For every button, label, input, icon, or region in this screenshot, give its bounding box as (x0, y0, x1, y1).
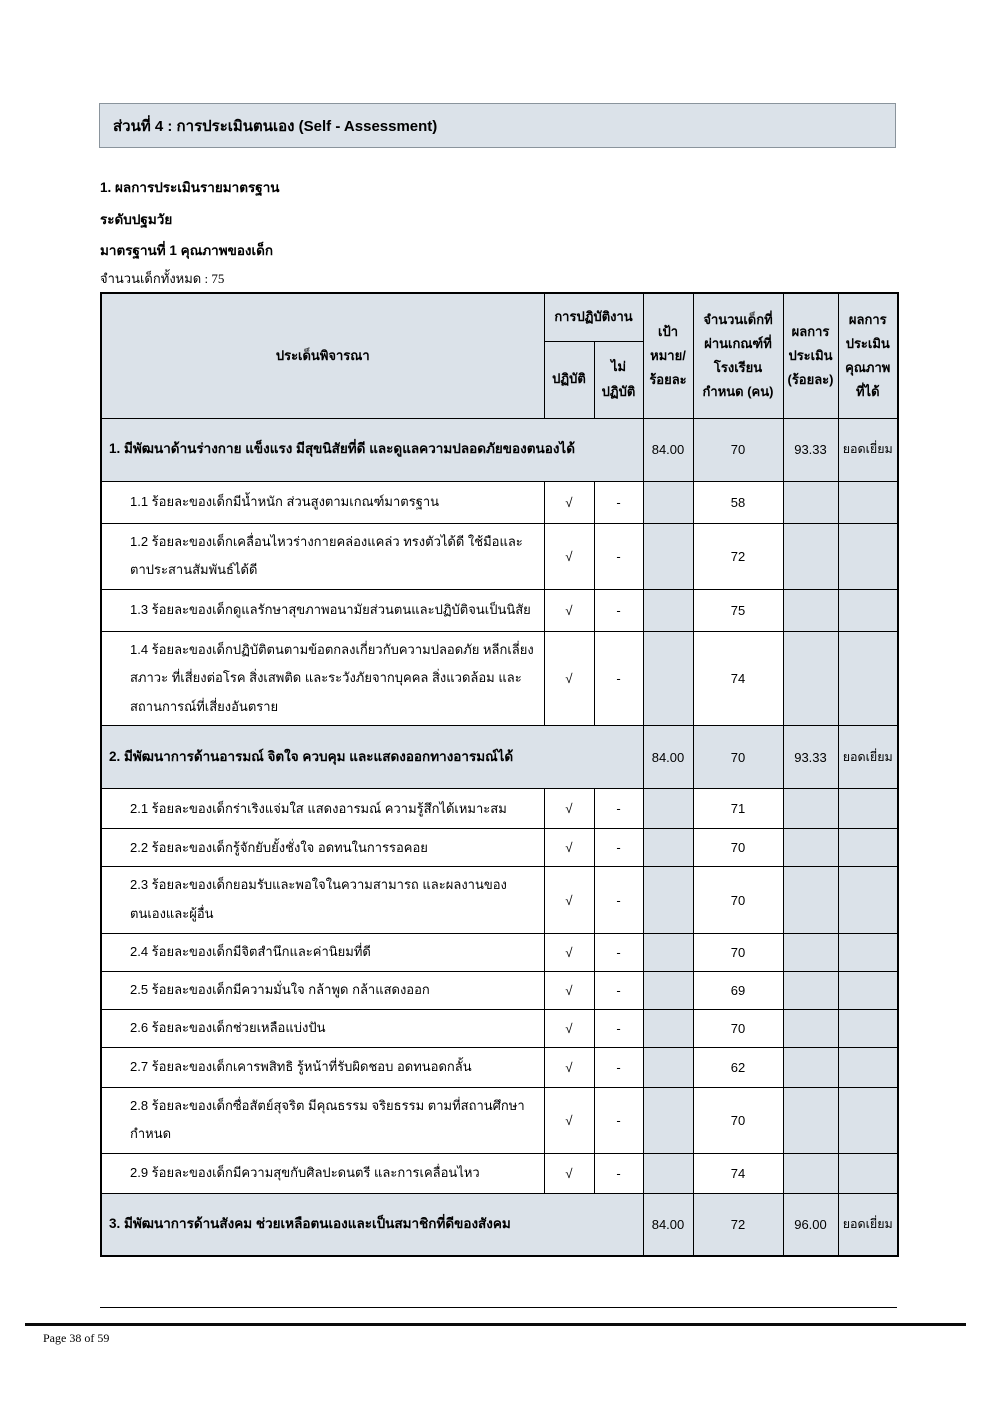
result-heading: 1. ผลการประเมินรายมาตรฐาน (100, 180, 280, 195)
passed-count: 69 (693, 971, 783, 1009)
practiced-check-mark: √ (544, 829, 594, 867)
section-title-banner (99, 103, 896, 148)
not-practiced-mark: - (594, 971, 643, 1009)
result-cell (783, 1047, 838, 1087)
not-practiced-mark: - (594, 523, 643, 589)
item-row-2-2 (101, 829, 898, 867)
passed-count: 70 (693, 829, 783, 867)
quality-cell (838, 933, 898, 971)
item-row-2-7 (101, 1047, 898, 1087)
not-practiced-mark: - (594, 1047, 643, 1087)
item-text: 2.9 ร้อยละของเด็กมีความสุขกับศิลปะดนตรี และการเคลื่อนไหว (101, 1153, 544, 1193)
passed-count: 72 (693, 523, 783, 589)
section-title: ส่วนที่ 4 : การประเมินตนเอง (Self - Assessment) (113, 117, 438, 135)
target-cell (643, 1047, 693, 1087)
passed-count: 70 (693, 418, 783, 481)
item-text: 1.3 ร้อยละของเด็กดูแลรักษาสุขภาพอนามัยส่วนตนและปฏิบัติจนเป็นนิสัย (101, 589, 544, 631)
item-row-2-6 (101, 1009, 898, 1047)
result-cell (783, 1153, 838, 1193)
result-cell (783, 1087, 838, 1153)
quality-cell (838, 971, 898, 1009)
passed-count: 71 (693, 789, 783, 829)
target-cell (643, 933, 693, 971)
table-header-row-1 (101, 293, 898, 341)
quality-cell (838, 589, 898, 631)
quality-cell (838, 789, 898, 829)
quality-cell (838, 867, 898, 933)
quality-grade: ยอดเยี่ยม (838, 726, 898, 789)
target-cell (643, 1009, 693, 1047)
passed-count: 74 (693, 631, 783, 726)
result-cell (783, 589, 838, 631)
target-value: 84.00 (643, 726, 693, 789)
item-text: 2.8 ร้อยละของเด็กซื่อสัตย์สุจริต มีคุณธรรม จริยธรรม ตามที่สถานศึกษากำหนด (101, 1087, 544, 1153)
item-row-2-1 (101, 789, 898, 829)
passed-count: 74 (693, 1153, 783, 1193)
footer-divider-thin (100, 1307, 897, 1308)
passed-count: 70 (693, 726, 783, 789)
target-cell (643, 971, 693, 1009)
not-practiced-mark: - (594, 867, 643, 933)
practiced-check-mark: √ (544, 971, 594, 1009)
not-practiced-mark: - (594, 1087, 643, 1153)
total-children-label: จำนวนเด็กทั้งหมด : 75 (100, 271, 225, 286)
target-cell (643, 631, 693, 726)
quality-grade: ยอดเยี่ยม (838, 1193, 898, 1256)
not-practiced-mark: - (594, 1009, 643, 1047)
passed-count: 72 (693, 1193, 783, 1256)
practiced-check-mark: √ (544, 523, 594, 589)
item-row-2-3 (101, 867, 898, 933)
header-result-percent: ผลการประเมิน (ร้อยละ) (783, 293, 838, 418)
target-value: 84.00 (643, 1193, 693, 1256)
item-text: 1.4 ร้อยละของเด็กปฏิบัติตนตามข้อตกลงเกี่ยวกับความปลอดภัย หลีกเลี่ยงสภาวะ ที่เสี่ยงต่อโรค สิ่งเสพติด และระวังภัยจากบุคคล สิ่งแวดล้อม และสถานการณ์ที่เสี่ยงอันตราย (101, 631, 544, 726)
page-number: Page 38 of 59 (43, 1331, 110, 1345)
standard-title: 3. มีพัฒนาการด้านสังคม ช่วยเหลือตนเองและเป็นสมาชิกที่ดีของสังคม (101, 1193, 643, 1256)
item-row-1-2 (101, 523, 898, 589)
result-cell (783, 1009, 838, 1047)
quality-cell (838, 523, 898, 589)
practiced-check-mark: √ (544, 589, 594, 631)
not-practiced-mark: - (594, 631, 643, 726)
item-text: 2.3 ร้อยละของเด็กยอมรับและพอใจในความสามารถ และผลงานของตนเองและผู้อื่น (101, 867, 544, 933)
item-text: 1.2 ร้อยละของเด็กเคลื่อนไหวร่างกายคล่องแคล่ว ทรงตัวได้ดี ใช้มือและตาประสานสัมพันธ์ได้ดี (101, 523, 544, 589)
target-cell (643, 1087, 693, 1153)
practiced-check-mark: √ (544, 933, 594, 971)
item-row-1-3 (101, 589, 898, 631)
target-value: 84.00 (643, 418, 693, 481)
item-row-1-1 (101, 481, 898, 523)
target-cell (643, 829, 693, 867)
result-cell (783, 867, 838, 933)
item-row-2-9 (101, 1153, 898, 1193)
item-row-2-8 (101, 1087, 898, 1153)
practiced-check-mark: √ (544, 867, 594, 933)
item-text: 2.7 ร้อยละของเด็กเคารพสิทธิ รู้หน้าที่รับผิดชอบ อดทนอดกลั้น (101, 1047, 544, 1087)
practiced-check-mark: √ (544, 1087, 594, 1153)
item-text: 1.1 ร้อยละของเด็กมีน้ำหนัก ส่วนสูงตามเกณฑ์มาตรฐาน (101, 481, 544, 523)
target-cell (643, 523, 693, 589)
item-text: 2.2 ร้อยละของเด็กรู้จักยับยั้งชั่งใจ อดทนในการรอคอย (101, 829, 544, 867)
not-practiced-mark: - (594, 789, 643, 829)
standard-row-3 (101, 1193, 898, 1256)
target-cell (643, 789, 693, 829)
practiced-check-mark: √ (544, 481, 594, 523)
not-practiced-mark: - (594, 1153, 643, 1193)
standard-row-1 (101, 418, 898, 481)
standard-row-2 (101, 726, 898, 789)
result-cell (783, 631, 838, 726)
quality-cell (838, 631, 898, 726)
header-practiced: ปฏิบัติ (544, 341, 594, 418)
item-text: 2.6 ร้อยละของเด็กช่วยเหลือแบ่งปัน (101, 1009, 544, 1047)
header-not-practiced: ไม่ปฏิบัติ (594, 341, 643, 418)
passed-count: 70 (693, 1087, 783, 1153)
passed-count: 62 (693, 1047, 783, 1087)
quality-grade: ยอดเยี่ยม (838, 418, 898, 481)
result-percent: 93.33 (783, 418, 838, 481)
item-row-2-4 (101, 933, 898, 971)
target-cell (643, 867, 693, 933)
passed-count: 70 (693, 867, 783, 933)
result-cell (783, 789, 838, 829)
not-practiced-mark: - (594, 829, 643, 867)
quality-cell (838, 1009, 898, 1047)
quality-cell (838, 1047, 898, 1087)
practiced-check-mark: √ (544, 631, 594, 726)
quality-cell (838, 481, 898, 523)
item-text: 2.5 ร้อยละของเด็กมีความมั่นใจ กล้าพูด กล้าแสดงออก (101, 971, 544, 1009)
practiced-check-mark: √ (544, 1047, 594, 1087)
header-performance-group: การปฏิบัติงาน (544, 293, 643, 341)
standard-heading: มาตรฐานที่ 1 คุณภาพของเด็ก (100, 243, 274, 258)
practiced-check-mark: √ (544, 1153, 594, 1193)
quality-cell (838, 1153, 898, 1193)
item-text: 2.4 ร้อยละของเด็กมีจิตสำนึกและค่านิยมที่ดี (101, 933, 544, 971)
result-cell (783, 971, 838, 1009)
passed-count: 70 (693, 1009, 783, 1047)
item-text: 2.1 ร้อยละของเด็กร่าเริงแจ่มใส แสดงอารมณ์ ความรู้สึกได้เหมาะสม (101, 789, 544, 829)
footer-divider-thick (25, 1323, 966, 1326)
target-cell (643, 589, 693, 631)
standard-title: 2. มีพัฒนาการด้านอารมณ์ จิตใจ ควบคุม และแสดงออกทางอารมณ์ได้ (101, 726, 643, 789)
practiced-check-mark: √ (544, 1009, 594, 1047)
target-cell (643, 481, 693, 523)
result-percent: 96.00 (783, 1193, 838, 1256)
passed-count: 58 (693, 481, 783, 523)
header-target: เป้าหมาย/ร้อยละ (643, 293, 693, 418)
result-cell (783, 523, 838, 589)
passed-count: 70 (693, 933, 783, 971)
assessment-table (100, 292, 899, 1257)
item-row-2-5 (101, 971, 898, 1009)
standard-title: 1. มีพัฒนาด้านร่างกาย แข็งแรง มีสุขนิสัยที่ดี และดูแลความปลอดภัยของตนองได้ (101, 418, 643, 481)
header-consideration: ประเด็นพิจารณา (101, 293, 544, 418)
quality-cell (838, 829, 898, 867)
result-cell (783, 829, 838, 867)
result-cell (783, 933, 838, 971)
header-passed-count: จำนวนเด็กที่ผ่านเกณฑ์ที่โรงเรียนกำหนด (คน) (693, 293, 783, 418)
header-quality-result: ผลการประเมินคุณภาพที่ได้ (838, 293, 898, 418)
not-practiced-mark: - (594, 589, 643, 631)
not-practiced-mark: - (594, 481, 643, 523)
result-cell (783, 481, 838, 523)
level-heading: ระดับปฐมวัย (100, 212, 173, 227)
practiced-check-mark: √ (544, 789, 594, 829)
item-row-1-4 (101, 631, 898, 726)
not-practiced-mark: - (594, 933, 643, 971)
passed-count: 75 (693, 589, 783, 631)
result-percent: 93.33 (783, 726, 838, 789)
quality-cell (838, 1087, 898, 1153)
target-cell (643, 1153, 693, 1193)
